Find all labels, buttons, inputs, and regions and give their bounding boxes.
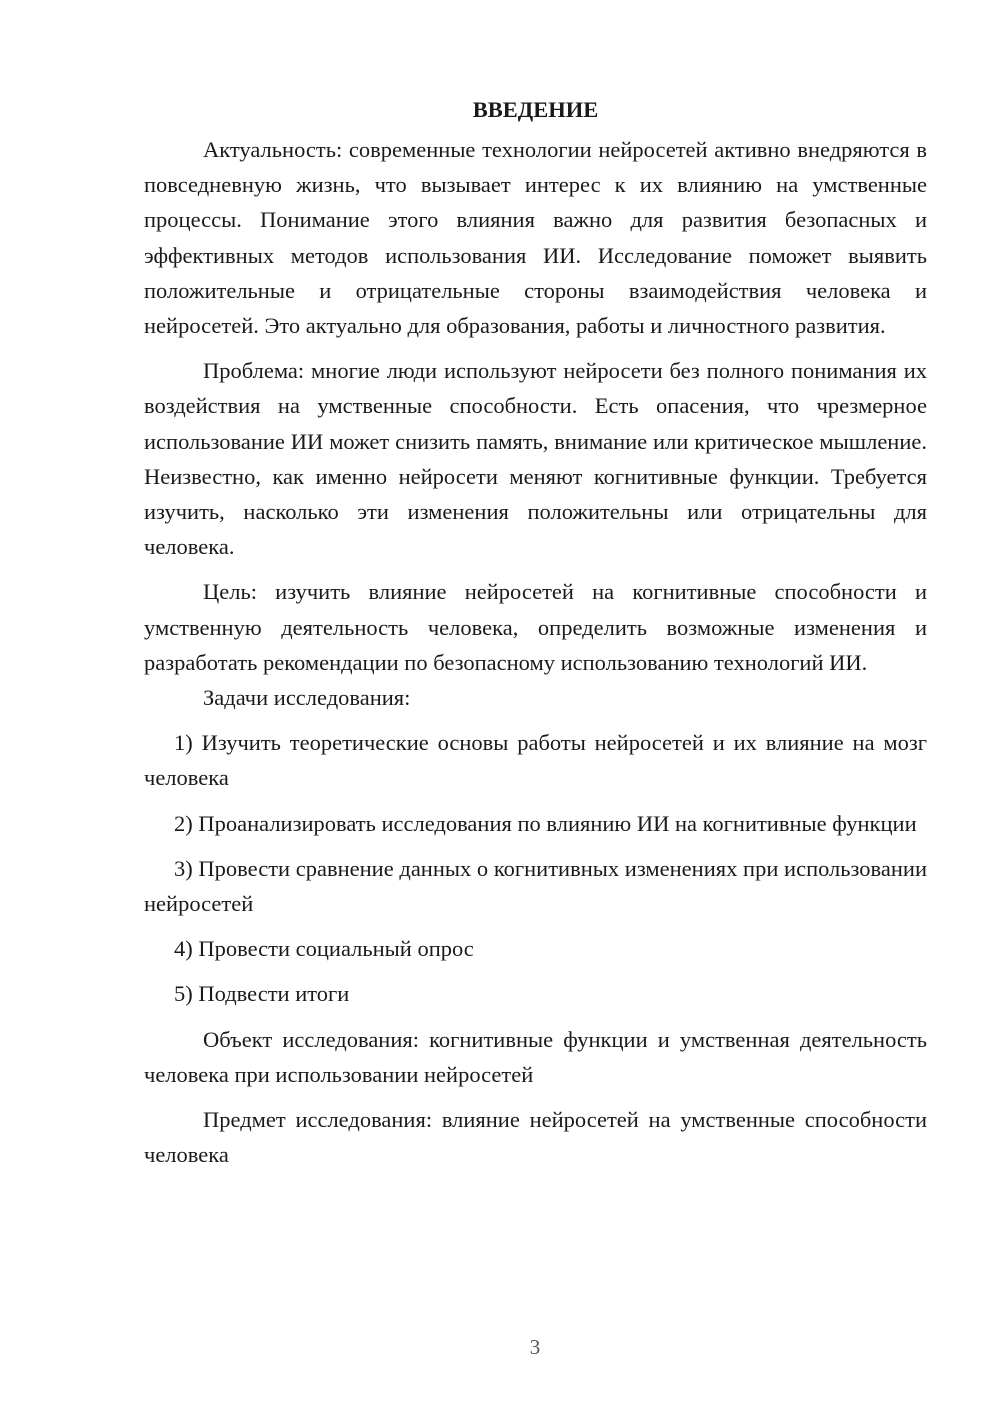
- page-content: [144, 92, 927, 1172]
- object-paragraph: Объект исследования: когнитивные функции и умственная деятельность человека при использовании нейросетей: [144, 1026, 927, 1087]
- task-item: 3) Провести сравнение данных о когнитивных изменениях при использовании нейросетей: [144, 855, 927, 917]
- task-item: 5) Подвести итоги: [174, 981, 350, 1007]
- task-item: 4) Провести социальный опрос: [174, 936, 474, 962]
- problem-paragraph: Проблема: многие люди используют нейросети без полного понимания их воздействия на умственные способности. Есть опасения, что чрезмерное использование ИИ может снизить память, внимание или критическое мышление. Неизвестно, как именно нейросети меняют когнитивные функции. Требуется изучить, насколько эти изменения положительны или отрицательны для человека.: [144, 358, 927, 560]
- task-item: 2) Проанализировать исследования по влиянию ИИ на когнитивные функции: [174, 810, 917, 836]
- tasks-heading: Задачи исследования:: [203, 685, 411, 711]
- subject-paragraph: Предмет исследования: влияние нейросетей на умственные способности человека: [144, 1107, 927, 1168]
- page-number: 3: [529, 1335, 541, 1359]
- relevance-paragraph: Актуальность: современные технологии нейросетей активно внедряются в повседневную жизнь, что вызывает интерес к их влиянию на умственные процессы. Понимание этого влияния важно для развития безопасных и эффективных методов использования ИИ. Исследование поможет выявить положительные и отрицательные стороны взаимодействия человека и нейросетей. Это актуально для образования, работы и личностного развития.: [144, 137, 927, 339]
- goal-paragraph: Цель: изучить влияние нейросетей на когнитивные способности и умственную деятельность человека, определить возможные изменения и разработать рекомендации по безопасному использованию технологий ИИ.: [144, 579, 927, 675]
- page-title: ВВЕДЕНИЕ: [472, 97, 599, 122]
- task-item: 1) Изучить теоретические основы работы нейросетей и их влияние на мозг человека: [144, 730, 927, 791]
